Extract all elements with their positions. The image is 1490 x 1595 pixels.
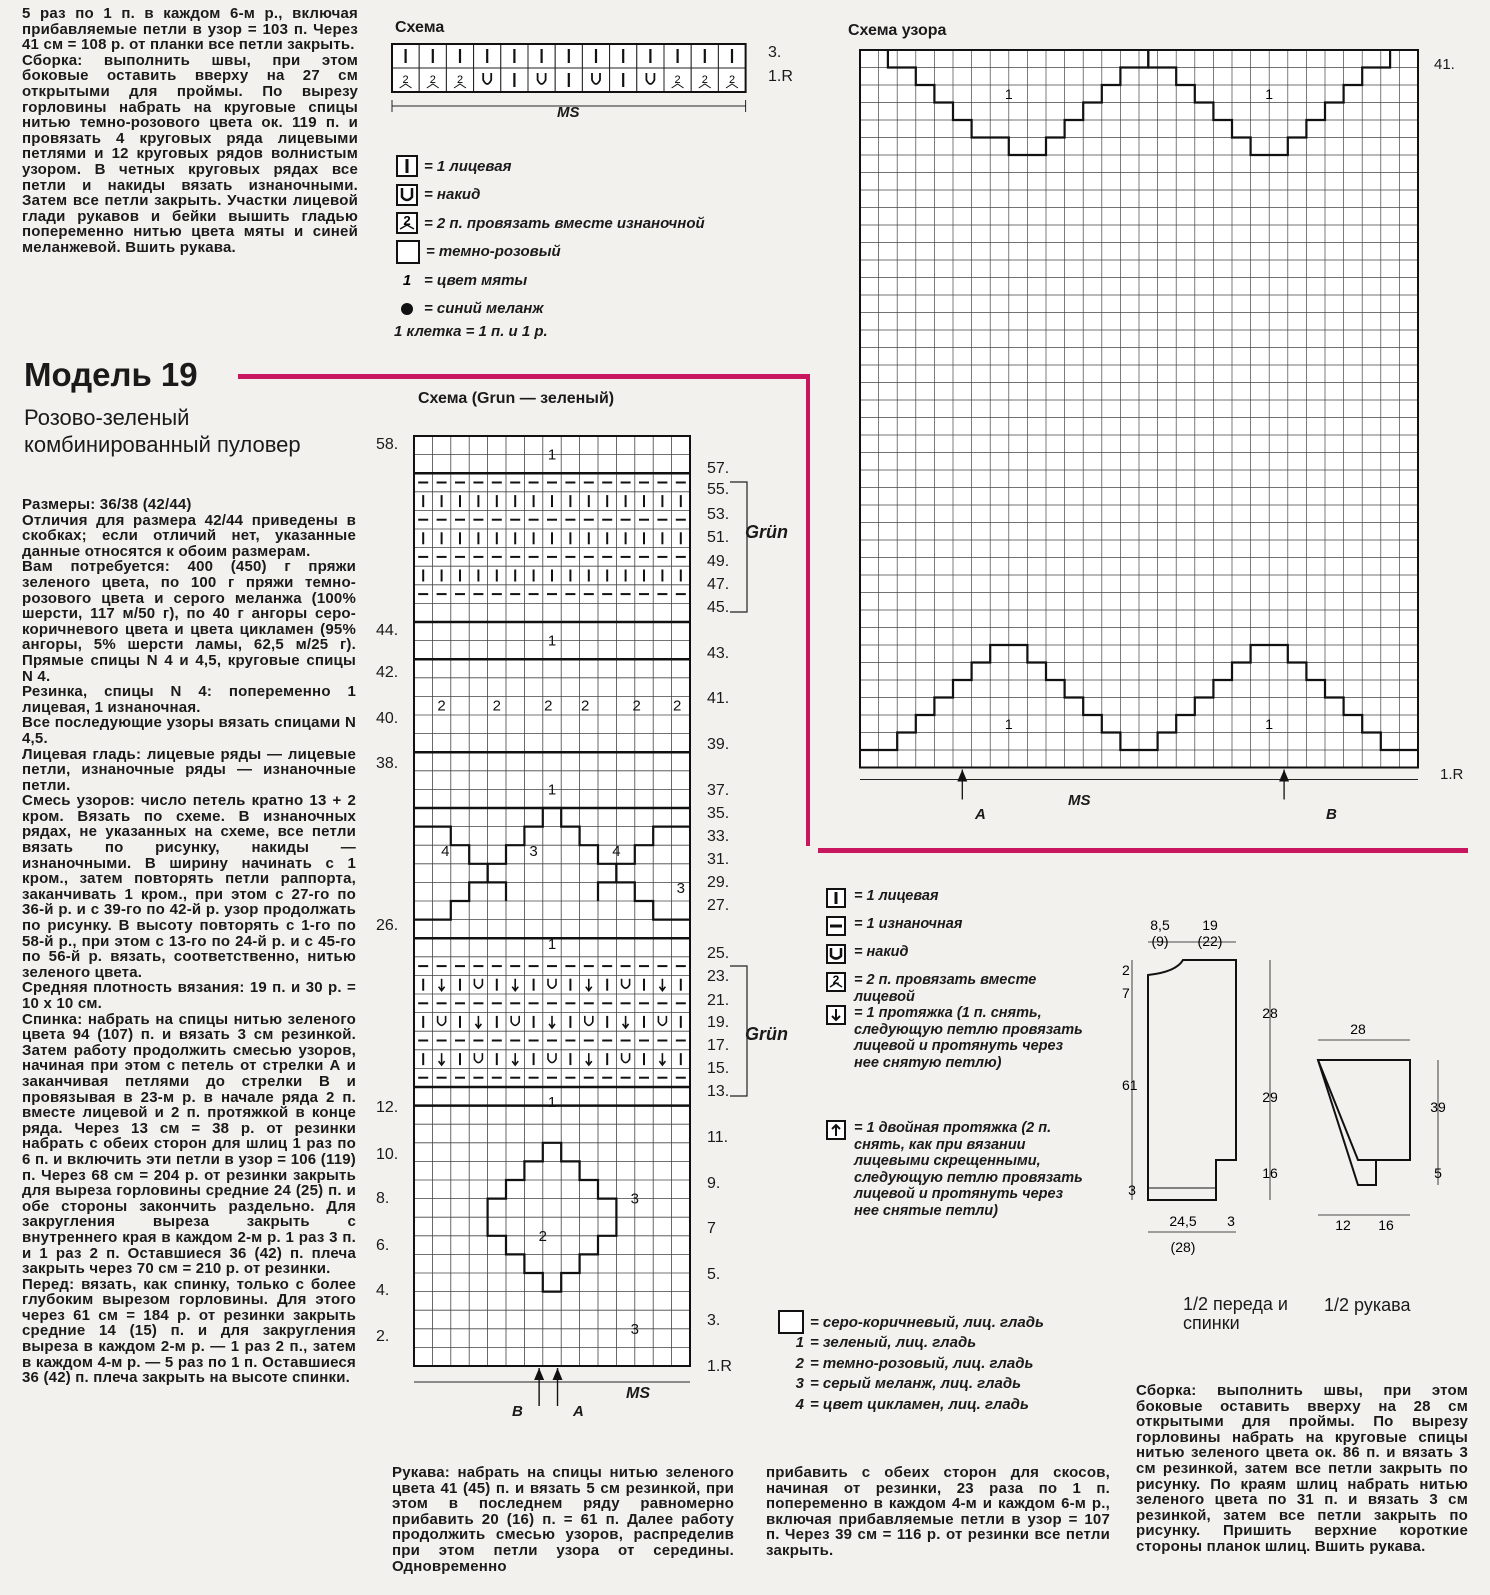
paragraph-body: число петель кратно 13 + 2 кром. Вязать по схеме. В изнаночных рядах, не указанных на схеме, все петли вязать по рисунку, накиды — изнаночными. В ширину начинать с 1 кром., затем повторять петли раппорта, заканчивать 1 кром., при этом с 27-го по 36-й р. и с 39-го по 42-й р. узор продолжать по рисунку. В высоту повторять с 1-го по 58-й р., при этом с 13-го по 24-й р. и с 45-го по 56-й р. вязать, соответственно, нитью зеленого цвета. (22, 792, 361, 981)
grid-cell (528, 68, 555, 92)
purl-icon (826, 916, 846, 936)
schema-top-ms: MS (557, 104, 580, 121)
paragraph-heading: Спинка: (22, 1010, 83, 1028)
uzor-arrow-b: B (1326, 806, 1337, 823)
row-number: 7 (707, 1220, 716, 1237)
legend-text: = 2 п. провязать вместе изнаночной (424, 214, 705, 232)
pattern-sleeve-label: 1/2 рукава (1324, 1295, 1411, 1315)
k2tog-mark: 2 (456, 74, 464, 86)
column1-main-text (22, 496, 361, 1387)
color-number: 2 (492, 697, 501, 715)
sleeve-shape (1318, 1060, 1410, 1185)
row-number: 29. (707, 874, 730, 891)
legend-item (826, 1120, 1106, 1260)
color-number: 1 (547, 935, 557, 953)
knit-icon (826, 888, 846, 908)
legend-text: = серый меланж, лиц. гладь (810, 1375, 1022, 1393)
dimension-label: 28 (1350, 1021, 1366, 1037)
color-number: 2 (672, 697, 682, 715)
legend-item (826, 944, 1106, 972)
paragraph (22, 558, 361, 685)
color-number: 1 (547, 781, 557, 799)
yarn-over-icon (396, 184, 418, 206)
row-number: 58. (376, 436, 399, 453)
row-number: 25. (707, 945, 730, 962)
color-number: 1 (547, 632, 557, 650)
schema-top-title: Схема (395, 19, 445, 36)
row-number: 55. (707, 481, 730, 498)
legend-item (396, 295, 776, 324)
k2tog-mark: 2 (728, 74, 736, 86)
schema-grun-title: Схема (Grun — зеленый) (418, 390, 615, 407)
legend-item (396, 266, 776, 295)
dimension-label: 28 (1262, 1005, 1278, 1021)
dot-icon (396, 298, 418, 320)
sleeve-edge (1318, 1060, 1376, 1185)
row-number: 31. (707, 851, 730, 868)
color-number: 3 (529, 842, 538, 860)
grun-arrow-a: A (573, 1403, 584, 1420)
front-back-shape (1148, 960, 1236, 1200)
paragraph-body: набрать на спицы нитью зеленого цвета 41 (45) п. и вязать 5 см резинкой, при этом в последнем ряду равномерно прибавить 20 (16) п. = 61 п. Далее работу продолжить смесью узоров, распределив при этом петли узора от середины. Одновременно (392, 1464, 739, 1575)
grun-label-1: Grün (745, 522, 788, 542)
legend-text: = 1 изнаночная (854, 916, 963, 932)
legend-text: = 1 лицевая (424, 157, 512, 175)
color-number: 1 (547, 446, 557, 464)
row-number: 8. (376, 1190, 390, 1207)
dimension-label: 5 (1434, 1165, 1442, 1181)
grun-brackets (730, 480, 760, 1100)
paragraph-body: выполнить швы, при этом боковые оставить вверху на 28 см открытыми для проймы. По вырезу горловины набрать на круговые спицы нитью зеленого цвета ок. 86 п. и вязать 3 см резинкой, затем все петли закрыть по рисунку. По краям шлиц набрать нитью зеленого цвета по 31 п. и вязать 3 см резинкой, затем все петли закрыть по рисунку. Пришить верхние короткие стороны планок шлиц. Вшить рукава. (1136, 1382, 1473, 1555)
uzor-arrow-a: A (975, 806, 986, 823)
paragraph-heading: Средняя плотность вязания: (22, 979, 245, 997)
row-number: 10. (376, 1146, 399, 1163)
legend-text: = серо-коричневый, лиц. гладь (810, 1313, 1044, 1331)
color-number: 1 (1265, 715, 1274, 732)
dimension-label: 16 (1378, 1217, 1394, 1233)
color-number: 2 (580, 697, 590, 715)
row-number: 19. (707, 1014, 730, 1031)
legend-text: = 1 лицевая (854, 888, 939, 904)
row-number: 38. (376, 755, 399, 772)
row-number: 11. (707, 1129, 729, 1146)
dimension-label: 3 (1128, 1182, 1136, 1198)
k2tog-purl-icon (396, 212, 418, 234)
grun-ms: MS (626, 1385, 650, 1402)
paragraph-body: лицевые ряды — лицевые петли, изнаночные ряды — изнаночные петли. (22, 745, 361, 794)
color-key: 3 (795, 1375, 804, 1393)
paragraph-body: 400 (450) г пряжи зеленого цвета, по 100 г пряжи темно-розового цвета и серого меланжа (100% шерсти, 117 м/50 г), по 40 г ангоры серо-коричневого цвета и цвета цикламен (95% ангоры, 5% шерсти ламы, 62,5 м/25 г). Прямые спицы N 4 и 4,5, круговые спицы N 4. (22, 558, 361, 685)
uzor-row-41: 41. (1434, 56, 1455, 73)
legend-item (826, 916, 1106, 944)
up-arrow-icon (826, 1120, 846, 1140)
row-number: 13. (707, 1083, 730, 1100)
legend-text: = темно-розовый, лиц. гладь (810, 1354, 1034, 1372)
paragraph-heading: Лицевая гладь: (22, 745, 142, 763)
empty-square-icon (396, 240, 420, 264)
paragraph-heading: Вам потребуется: (22, 558, 170, 576)
section-rule (818, 848, 1468, 853)
row-number: 4. (376, 1282, 390, 1299)
legend-top (396, 152, 776, 323)
arrow-head (534, 1368, 544, 1380)
color-number: 3 (630, 1320, 639, 1338)
uzor-row-1r: 1.R (1440, 766, 1464, 783)
color-key: 2 (795, 1354, 804, 1372)
dimension-label: 61 (1122, 1077, 1138, 1093)
dimension-label: 12 (1335, 1217, 1351, 1233)
row-number: 43. (707, 645, 730, 662)
row-number: 45. (707, 599, 730, 616)
row-number: 27. (707, 897, 730, 914)
title-rule-drop (806, 374, 810, 846)
row-number: 57. (707, 460, 730, 477)
legend-text: = 2 п. провязать вместе лицевой (854, 972, 1037, 1005)
color-number: 3 (630, 1190, 639, 1208)
color-number: 3 (676, 879, 685, 897)
color-number: 4 (441, 842, 450, 860)
row-number: 3. (707, 1312, 721, 1329)
paragraph-body: набрать на спицы нитью зеленого цвета 94 (107) п. и вязать 3 см резинкой. Затем работу продолжить смесью узоров, начиная при этом с петель от стрелки А и заканчивая петлями до стрелки В и провязывая в 23-м р. в начале ряда 2 п. вместе лицевой и 2 п. протяжкой в конце ряда. Через 13 см = 38 р. от резинки набрать с обеих сторон для шлиц 1 раз по 6 п. и включить эти петли в узор = 106 (119) п. Через 68 см = 204 р. от резинки закрыть для выреза горловины средние 24 (25) п. и обе стороны закончить раздельно. Для закругления выреза закрыть с внутреннего края в каждом 2-м р. 1 раз 3 п. и 1 раз 2 п. Оставшиеся 36 (42) п. плеча закрыть через 70 см = 210 р. от резинки. (22, 1010, 361, 1278)
schema-top-row-3: 3. (768, 44, 782, 61)
paragraph (22, 1010, 361, 1278)
paragraph (22, 745, 361, 794)
dimension-label: 16 (1262, 1165, 1278, 1181)
dimension-label: 24,5 (1169, 1213, 1197, 1229)
k2tog-mark: 2 (674, 74, 681, 86)
arrow-head (957, 770, 967, 782)
row-number: 5. (707, 1266, 721, 1283)
color-number: 4 (612, 842, 621, 860)
row-number: 35. (707, 805, 730, 822)
paragraph-heading: Резинка, спицы N 4: (22, 683, 213, 701)
uzor-ms: MS (1068, 792, 1091, 809)
row-number: 15. (707, 1060, 730, 1077)
paragraph (22, 683, 361, 716)
sleeves-text-cont: прибавить с обеих сторон для скосов, начиная от резинки, 23 раза по 1 п. попеременно в каждом 4-м и каждом 6-м р., включая прибавляемые петли в узор = 107 п. Через 39 см = 116 р. от резинки все петли закрыть. (766, 1464, 1115, 1559)
dimension-label: 3 (1227, 1213, 1235, 1229)
schema-grun-grid (414, 436, 694, 1376)
paragraph-body: 36/38 (42/44) Отличия для размера 42/44 приведены в скобках; если отличий нет, указанные данные относятся к обоим размерам. (22, 496, 356, 560)
color-key: 4 (795, 1395, 804, 1413)
paragraph-body: попеременно 1 лицевая, 1 изнаночная. (22, 683, 361, 716)
color-number: 2 (538, 1227, 547, 1245)
dimension-label: 39 (1430, 1099, 1446, 1115)
color-legend-item (778, 1333, 1118, 1354)
row-number: 9. (707, 1175, 721, 1192)
row-number: 26. (376, 917, 399, 934)
paragraph-heading: Размеры: (22, 496, 96, 513)
color-number: 2 (544, 697, 553, 715)
legend-item (396, 152, 776, 181)
dimension-label: (22) (1197, 933, 1223, 949)
dimension-label: 29 (1262, 1089, 1278, 1105)
row-number: 42. (376, 664, 399, 681)
legend-text: = 1 протяжка (1 п. снять, следующую петлю провязать лицевой и протянуть через нее снятую петлю) (854, 1005, 1083, 1071)
row-number: 40. (376, 710, 399, 727)
legend-text: = цвет мяты (424, 271, 528, 289)
k2tog-icon (826, 972, 846, 992)
column1-top-text: 5 раз по 1 п. в каждом 6-м р., включая прибавляемые петли в узор = 103 п. Через 41 см = 108 р. от планки все петли закрыть. Сборка: выполнить швы, при этом боковые оставить вверху на 27 см открытыми для проймы. По вырезу горловины набрать на круговые спицы нитью темно-розового цвета ок. 119 п. и провязать 4 круговых ряда лицевыми петлями и 12 круговых рядов волнистым узором. В четных круговых рядах все петли и накиды вязать изнаночными. Затем все петли закрыть. Участки лицевой глади рукавов и бейки вышить гладью попеременно нитью цвета мяты и синей меланжевой. Вшить рукава. (22, 5, 358, 256)
paragraph-heading: Смесь узоров: (22, 792, 135, 810)
legend-colors (778, 1312, 1118, 1415)
row-number: 51. (707, 529, 730, 546)
color-legend-item (778, 1374, 1118, 1395)
paragraph-heading: Сборка: (1136, 1382, 1197, 1399)
paragraph-heading: Перед: (22, 1275, 75, 1293)
k2tog-mark: 2 (429, 74, 436, 86)
paragraph-body: 19 п. и 30 р. = 10 х 10 см. (22, 979, 361, 1012)
arrow-head (553, 1368, 563, 1380)
legend-text: = зеленый, лиц. гладь (810, 1334, 977, 1352)
row-number: 2. (376, 1328, 390, 1345)
dimension-label: (28) (1170, 1239, 1196, 1255)
row-number: 41. (707, 690, 730, 707)
svg-text:2: 2 (832, 973, 840, 987)
color-number: 2 (632, 697, 641, 715)
color-number: 1 (1004, 85, 1013, 102)
1 (396, 269, 418, 291)
empty-square-icon (778, 1310, 804, 1334)
grun-arrow-b: B (512, 1403, 523, 1420)
arrow-head (1279, 770, 1289, 782)
dimension-label: 2 (1122, 962, 1130, 978)
row-number: 12. (376, 1099, 399, 1116)
legend-item (826, 972, 1106, 1005)
color-number: 2 (437, 697, 446, 715)
color-legend-item (778, 1312, 1118, 1333)
color-number: 1 (547, 1093, 557, 1111)
legend-item (396, 181, 776, 210)
k2tog-mark: 2 (701, 74, 708, 86)
row-number: 17. (707, 1037, 730, 1054)
paragraph (22, 1275, 361, 1387)
legend-text: = накид (424, 186, 481, 204)
legend-text: = 1 двойная протяжка (2 п. снять, как при вязании лицевыми скрещенными, следующую петлю провязать лицевой и протянуть через нее снятые петли) (854, 1120, 1083, 1219)
legend-stitches (826, 888, 1106, 1260)
dimension-label: 8,5 (1150, 917, 1170, 933)
schema-top-grid (390, 42, 790, 132)
color-key: 1 (795, 1334, 804, 1352)
schema-uzor-grid (860, 50, 1430, 820)
row-number: 49. (707, 553, 730, 570)
k2tog-mark: 2 (402, 74, 409, 86)
schema-uzor-title: Схема узора (848, 22, 947, 39)
grid-cell (582, 68, 609, 92)
row-number: 44. (376, 622, 399, 639)
legend-text: = цвет цикламен, лиц. гладь (810, 1395, 1029, 1413)
legend-text: = темно-розовый (426, 243, 561, 261)
row-number: 23. (707, 968, 730, 985)
grid-cell (474, 68, 501, 92)
yarn-over-icon (826, 944, 846, 964)
dimension-label: 7 (1122, 985, 1130, 1001)
row-number: 39. (707, 736, 730, 753)
assembly-text (1136, 1382, 1473, 1555)
legend-text: = накид (854, 944, 909, 960)
svg-text:1: 1 (402, 272, 412, 290)
paragraph (22, 979, 361, 1012)
legend-item (826, 888, 1106, 916)
down-arrow-icon (826, 1005, 846, 1025)
row-number: 47. (707, 576, 730, 593)
color-number: 1 (1004, 715, 1013, 732)
knit-icon (396, 155, 418, 177)
schema-top-row-1r: 1.R (768, 68, 793, 85)
grun-label-2: Grün (745, 1024, 788, 1044)
color-legend-item (778, 1394, 1118, 1415)
row-number: 53. (707, 506, 730, 523)
model-subtitle: Розово-зеленый комбинированный пуловер (24, 405, 301, 457)
pattern-front-back (1118, 917, 1298, 1270)
model-title: Модель 19 (24, 356, 198, 393)
pattern-front-label: 1/2 переда и спинки (1183, 1294, 1288, 1333)
paragraph (22, 497, 356, 559)
color-legend-item (778, 1353, 1118, 1374)
row-number: 33. (707, 828, 730, 845)
svg-text:2: 2 (403, 213, 411, 229)
legend-item (826, 1005, 1106, 1120)
paragraph (22, 792, 361, 981)
row-number: 21. (707, 992, 730, 1009)
color-number: 1 (1265, 85, 1274, 102)
legend-item (396, 238, 776, 267)
paragraph-heading: Все последующие узоры вязать спицами N 4,5. (22, 714, 361, 747)
legend-text: = синий меланж (424, 300, 544, 318)
row-number: 6. (376, 1237, 390, 1254)
paragraph (22, 714, 361, 747)
sleeves-text (392, 1464, 739, 1575)
title-rule (238, 374, 810, 379)
grid-cell (637, 68, 664, 92)
paragraph-heading: Рукава: (392, 1464, 450, 1481)
dimension-label: (9) (1151, 933, 1169, 949)
legend-item (396, 209, 776, 238)
dimension-label: 19 (1202, 917, 1218, 933)
row-number: 1.R (707, 1358, 732, 1375)
cell-note: 1 клетка = 1 п. и 1 р. (394, 323, 548, 340)
pattern-sleeve (1318, 1020, 1478, 1270)
row-number: 37. (707, 782, 730, 799)
paragraph-body: вязать, как спинку, только с более глубоким вырезом горловины. Для этого через 61 см = 184 р. от резинки закрыть средние 14 (15) п. и для закругления выреза в каждом 2-м р. — 1 раз 2 п., затем в каждом 4-м р. — 5 раз по 1 п. Оставшиеся 36 (42) п. плеча закрыть на высоте спинки. (22, 1275, 361, 1387)
